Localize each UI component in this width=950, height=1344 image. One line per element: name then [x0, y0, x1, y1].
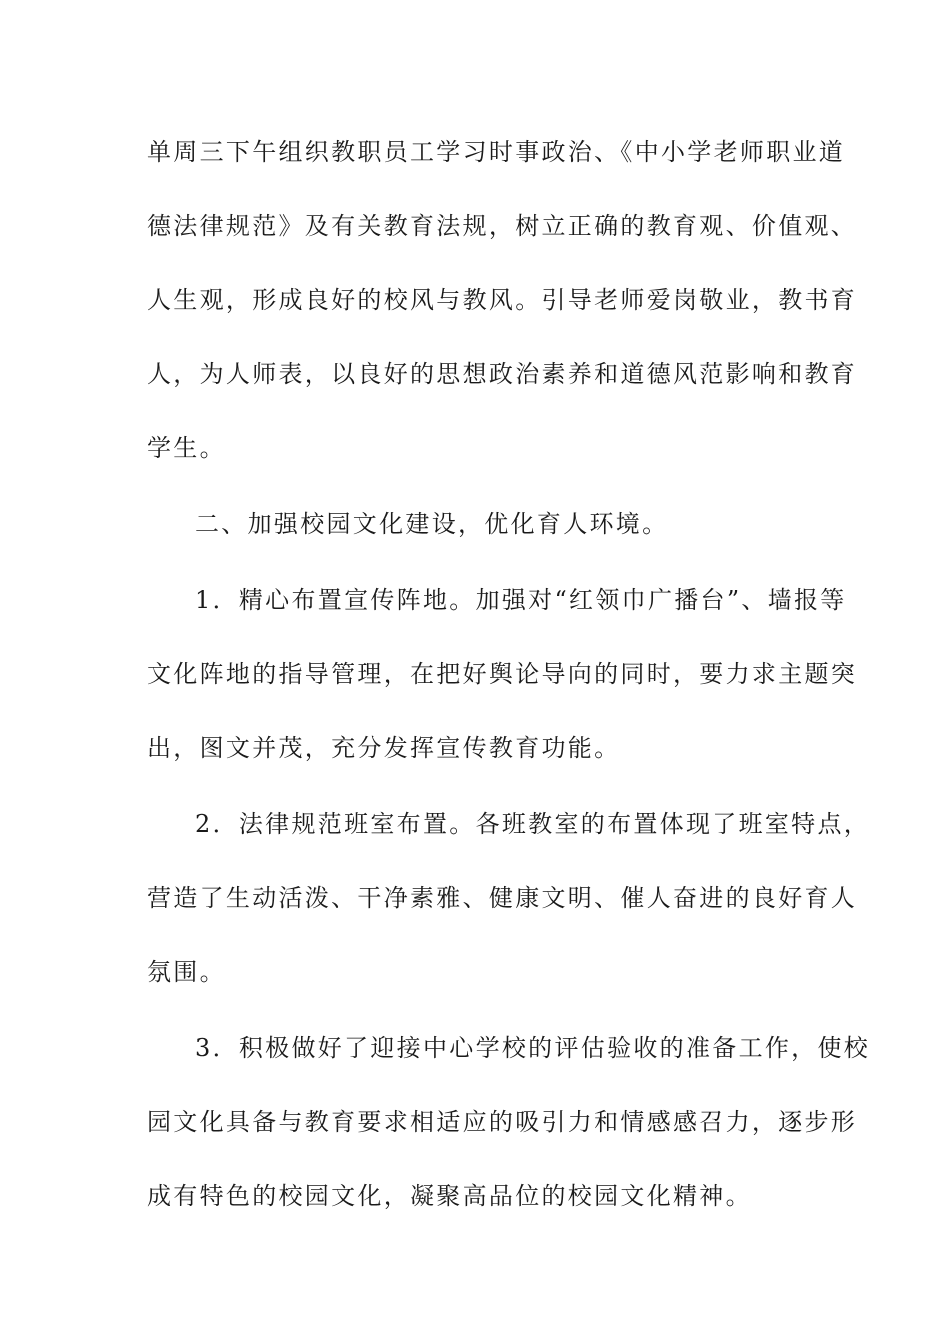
text-line: 人生观，形成良好的校风与教风。引导老师爱岗敬业，教书育: [147, 286, 858, 314]
text-line: 营造了生动活泼、干净素雅、健康文明、催人奋进的良好育人: [147, 884, 858, 912]
list-item-2-line: 2．法律规范班室布置。各班教室的布置体现了班室特点，: [195, 810, 871, 838]
text-line: 人，为人师表，以良好的思想政治素养和道德风范影响和教育: [147, 360, 858, 388]
text-line: 单周三下午组织教职员工学习时事政治、《中小学老师职业道: [147, 138, 846, 166]
text-line: 成有特色的校园文化，凝聚高品位的校园文化精神。: [147, 1182, 752, 1210]
list-item-3-line: 3．积极做好了迎接中心学校的评估验收的准备工作，使校: [195, 1034, 871, 1062]
text-line: 氛围。: [147, 958, 226, 986]
text-line: 学生。: [147, 434, 226, 462]
text-line: 出，图文并茂，充分发挥宣传教育功能。: [147, 734, 621, 762]
list-item-1-line: 1．精心布置宣传阵地。加强对“红领巾广播台”、墙报等: [195, 586, 847, 614]
text-line: 文化阵地的指导管理，在把好舆论导向的同时，要力求主题突: [147, 660, 858, 688]
text-line: 德法律规范》及有关教育法规，树立正确的教育观、价值观、: [147, 212, 858, 240]
text-line: 园文化具备与教育要求相适应的吸引力和情感感召力，逐步形: [147, 1108, 858, 1136]
section-heading: 二、加强校园文化建设，优化育人环境。: [195, 510, 669, 538]
